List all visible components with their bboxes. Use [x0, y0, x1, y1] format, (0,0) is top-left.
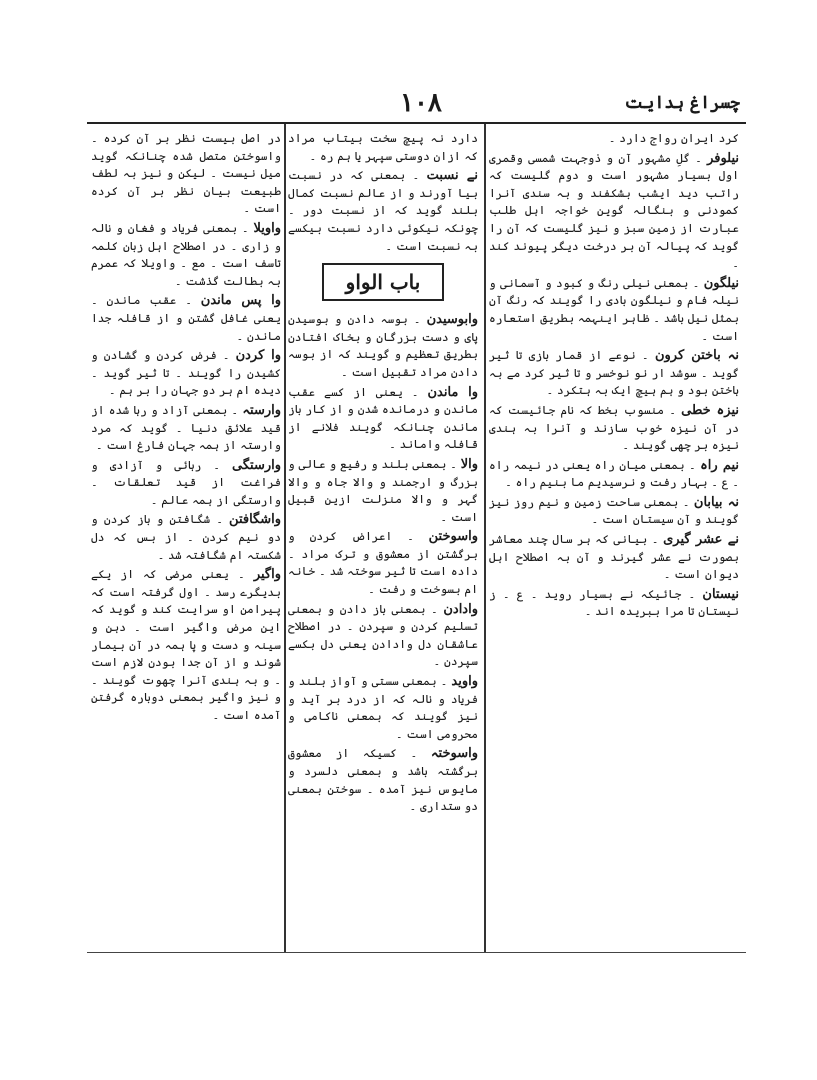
entry-text: ۔ بمعنی آزاد و رہا شدہ از قید علائق دنیا ۔ گوید کہ مرد وارستہ از ہمہ جہان فارغ است ۔	[91, 402, 281, 453]
entry	[489, 347, 739, 400]
entry-text: ۔ گلِ مشہور آن و ذوجہت شمسی وقمری اول بسیار مشہور است و دوم گلیست کہ راتب دید ایشب بشکفند و بہ سندی آنرا کمودنی و بنگالہ گوین خواجہ اہل طلب عبارت از زمین سبز و نیز گلیست کہ آن را گوید کہ پیالہ آن بر درخت دیگر پیوند کند ۔	[489, 150, 739, 271]
entry-lemma: وارستہ	[242, 402, 281, 418]
entry-lemma: نیستان	[702, 586, 739, 602]
entry	[288, 745, 478, 815]
entry-text: ۔ جائیکہ نے بسیار روید ۔ ع ۔ ز نیستان تا مرا ببریدہ اند ۔	[489, 586, 739, 619]
entry	[489, 275, 739, 345]
entry	[91, 457, 281, 510]
entry-text: ۔ بمعنی فریاد و فغان و نالہ و زاری ۔ در اصطلاح اہل زبان کلمہ تاسف است ۔ مع ۔ واویلا کہ عمرم بہ بطالت گذشت ۔	[91, 220, 281, 288]
running-title: چسراغ ہدایت	[624, 93, 740, 113]
page-number: ۱۰۸	[400, 88, 442, 118]
entry-text: ۔ یعنی از کسے عقب ماندن و درماندہ شدن و از کار باز ماندن چنانکہ گویند فلانے از قافلہ واماند ۔	[288, 384, 478, 452]
column-middle	[288, 130, 478, 942]
entry	[288, 528, 478, 598]
entry-text: ۔ بمعنی بلند و رفیع و عالی و بزرگ و ارجمند و والا جاہ و والا گہر و والا منزلت ازین قبیل است ۔	[288, 456, 478, 524]
entry-lemma: نیم راہ	[700, 457, 739, 473]
column-left	[91, 130, 281, 942]
entry	[91, 566, 281, 724]
entry	[288, 673, 478, 743]
entry-lemma: نے نسبت	[426, 168, 478, 184]
chapter-heading: باب الواو	[322, 263, 444, 301]
entry	[288, 601, 478, 671]
entry-text: ۔ بمعنی ساحت زمین و نیم روز نیز گویند و آن سیستان است ۔	[489, 494, 739, 527]
entry-lemma: وابوسیدن	[426, 312, 478, 328]
entry-lemma: وارستگی	[232, 457, 281, 473]
entry-lemma: واگیر	[253, 567, 281, 583]
entry	[489, 457, 739, 492]
entry-text: ۔ بیانی کہ ہر سال چند معاشر بصورت نے عشر گیرند و آن بہ اصطلاح اہل دیوان است ۔	[489, 532, 739, 582]
entry-lemma: واسوختہ	[430, 746, 478, 762]
entry-text: ۔ رہائی و آزادی و فراغت از قید تعلقات ۔ وارستگی از ہمہ عالم ۔	[91, 457, 281, 507]
text-frame	[87, 122, 746, 953]
entry-text: ۔ منسوب بخط کہ نام جائیست کہ در آن نیزہ خوب سازند و آنرا بہ ہندی نیزہ بر چھی گویند ۔	[489, 402, 739, 453]
entry	[489, 531, 739, 584]
entry-text: ۔ شگافتن و باز کردن و دو نیم کردن ۔ از بس کہ دل شکستہ ام شگافتہ شد ۔	[91, 512, 281, 562]
entry	[91, 402, 281, 455]
entry	[288, 456, 478, 526]
entry	[489, 150, 739, 273]
entry-lemma: وا کردن	[235, 348, 281, 364]
entry-text: ۔ بمعنی میان راہ یعنی در نیمہ راہ ۔ ع ۔ بہار رفت و نرسیدیم ما بنیم راہ ۔	[489, 457, 739, 490]
entry-lemma: واسوختن	[428, 529, 478, 545]
column-rule-right	[484, 124, 486, 952]
entry-lemma: نے عشر گیری	[663, 532, 739, 548]
entry-lemma: وا ماندن	[427, 384, 478, 400]
entry-text: ۔ نوعے از قمار بازی تا ثیر گوید ۔ سوشد ار نو نوخسر و تا ثیر کرد مے بہ ہاختن بود و ہم ہیچ ایک بہ ہتکرد ۔	[489, 348, 739, 398]
entry	[288, 311, 478, 381]
entry	[288, 130, 478, 165]
entry	[489, 402, 739, 455]
entry-lemma: واویلا	[253, 220, 281, 236]
page-header	[60, 88, 760, 124]
entry	[489, 130, 739, 148]
entry	[288, 167, 478, 255]
entry-text: کرد ایران رواج دارد ۔	[608, 131, 739, 145]
entry-lemma: نیزہ خطی	[681, 402, 739, 418]
entry-text: ۔ اعراض کردن و برگشتن از معشوق و ترک مراد ۔ دادہ است تا ثیر سوختہ شد ۔ خانہ ام بسوخت و رفت ۔	[288, 529, 478, 597]
entry-text: ۔ کسیکہ از معشوق برگشتہ باشد و بمعنی دلسرد و مایوس نیز آمدہ ۔ سوختن بمعنی دو ستداری ۔	[288, 746, 478, 814]
entry-lemma: وادادن	[443, 601, 478, 617]
entry-text: ۔ فرض کردن و گشادن و کشیدن را گویند ۔ تا ثیر گوید ۔ دیدہ ام ہر دو جہان را بر ہم ۔	[91, 348, 281, 398]
entry-lemma: واوید	[451, 674, 478, 690]
entry-lemma: نہ باختن کرون	[654, 348, 739, 364]
entry-text: ۔ بمعنی کہ در نسبت بیا آورند و از عالم نسبت کمال بلند گوید کہ از نسبت دور ۔ چونکہ نیکوئی دارد نسبت بیکسے بہ نسبت است ۔	[288, 168, 478, 253]
column-rule-left	[284, 124, 286, 952]
entry	[489, 586, 739, 621]
entry-lemma: واشگافتن	[229, 512, 281, 528]
entry	[91, 130, 281, 218]
entry-text: ۔ بمعنی باز دادن و بمعنی تسلیم کردن و سپردن ۔ در اصطلاح عاشقان دل وادادن یعنی دل بکسے سپردن ۔	[288, 601, 478, 669]
entry-lemma: والا	[460, 456, 478, 472]
entry	[489, 494, 739, 529]
entry-text: ۔ یعنی مرضی کہ از یکے بدیگرے رسد ۔ اول گرفتہ است کہ پیرامن او سرایت کند و گوید کہ این مرض واگیر است ۔ دہن و سینہ و دست و پا ہمہ در آن بیمار شوند و از آن جدا بودن لازم است ۔ و بہ ہندی آنرا چھوت گویند ۔ و نیز واگیر بمعنی دوبارہ گرفتن آمدہ است ۔	[91, 567, 281, 722]
entry-lemma: نیلوفر	[707, 150, 739, 166]
entry	[288, 384, 478, 454]
entry-text: ۔ بوسہ دادن و بوسیدن پای و دست بزرگان و بخاک افتادن بطریق تعظیم و گویند کہ از بوسہ دادن مراد تقبیل است ۔	[288, 312, 478, 379]
entry-text: در اصل بیست نظر بر آن کردہ ۔ واسوختن متصل شدہ چنانکہ گوید میل نیست ۔ لیکن و نیز بہ لطف طبیعت بیان نظر بر آن کردہ است ۔	[91, 131, 281, 216]
entry	[91, 292, 281, 345]
entry-text: ۔ بمعنی نیلی رنگ و کبود و آسمانی و نیلہ فام و نیلگون بادی را گویند کہ رنگ آن بمثل نیل باشد ۔ ظاہر اینہمہ بطریق استعارہ است ۔	[489, 275, 739, 343]
entry	[91, 347, 281, 400]
entry-text: دارد نہ پیچ سخت بیتاب مراد کہ ازان دوستی سپہر یا ہم رہ ۔	[288, 131, 478, 163]
entry-lemma: نہ بیابان	[693, 494, 739, 510]
entry	[91, 511, 281, 564]
entry-text: ۔ عقب ماندن ۔ یعنی غافل گشتن و از قافلہ جدا ماندن ۔	[91, 293, 281, 343]
entry	[91, 220, 281, 290]
column-right	[489, 130, 739, 942]
entry-lemma: وا پس ماندن	[200, 293, 281, 309]
entry-lemma: نیلگون	[703, 275, 739, 291]
entry-text: ۔ بمعنی سستی و آواز بلند و فریاد و نالہ کہ از درد بر آید و نیز گویند کہ بمعنی ناکامی و محرومی است ۔	[288, 674, 478, 741]
